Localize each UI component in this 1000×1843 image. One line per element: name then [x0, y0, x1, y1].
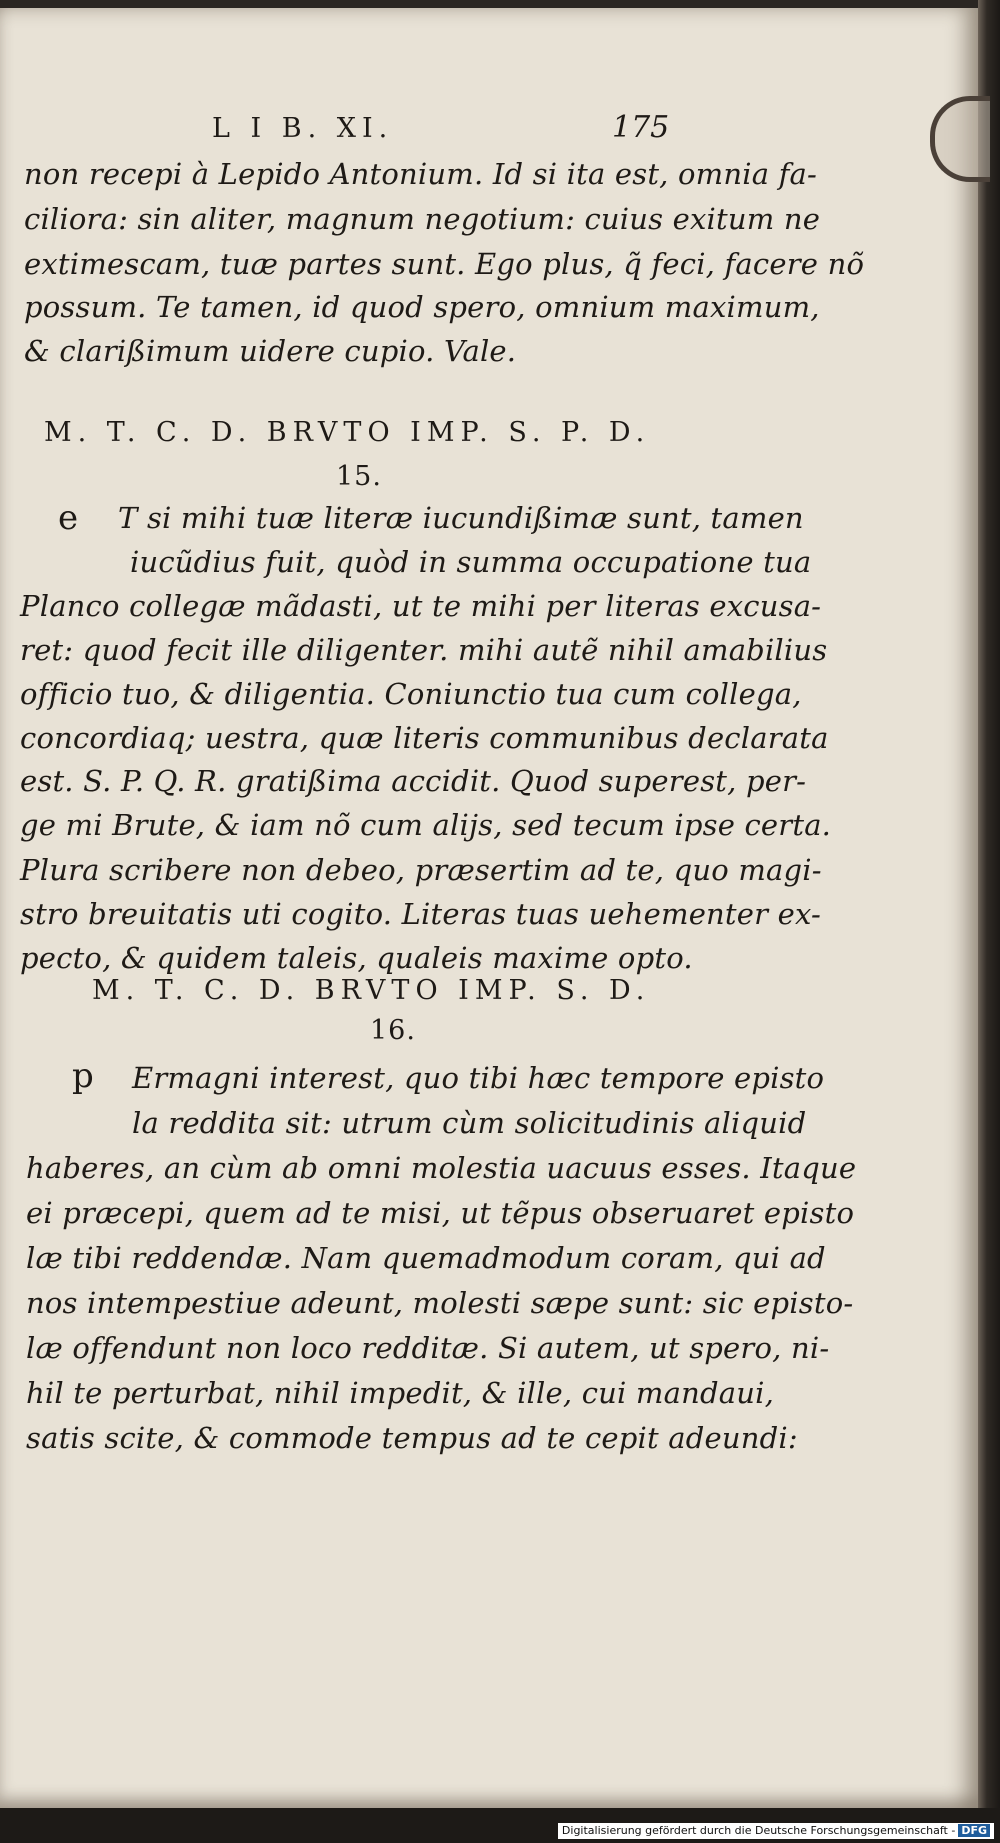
text-line: T si mihi tuæ literæ iucundißimæ sunt, tamen	[118, 501, 804, 535]
initial-letter: e	[58, 498, 79, 538]
text-line: iucũdius fuit, quòd in summa occupatione tua	[130, 545, 812, 579]
text-line: pecto, & quidem taleis, qualeis maxime opto.	[20, 941, 693, 975]
text-line: stro breuitatis uti cogito. Literas tuas uehementer ex-	[20, 897, 822, 931]
text-line: la reddita sit: utrum cùm solicitudinis aliquid	[132, 1106, 807, 1140]
text-line: Plura scribere non debeo, præsertim ad te, quo magi-	[20, 853, 822, 887]
text-line: & clarißimum uidere cupio. Vale.	[24, 334, 517, 368]
text-line: ret: quod fecit ille diligenter. mihi autẽ nihil amabilius	[20, 633, 828, 667]
text-line: possum. Te tamen, id quod spero, omnium maximum,	[24, 290, 820, 324]
text-line: hil te perturbat, nihil impedit, & ille, cui mandaui,	[26, 1376, 774, 1410]
letter-number: 16.	[370, 1015, 416, 1046]
letter-heading: M. T. C. D. BRVTO IMP. S. D.	[92, 975, 651, 1006]
text-line: concordiaq; uestra, quæ literis communibus declarata	[20, 721, 829, 755]
text-line: ei præcepi, quem ad te misi, ut tẽpus obseruaret episto	[26, 1196, 855, 1230]
text-line: ge mi Brute, & iam nõ cum alijs, sed tecum ipse certa.	[20, 808, 832, 842]
text-line: ciliora: sin aliter, magnum negotium: cuius exitum ne	[24, 202, 821, 236]
text-line: officio tuo, & diligentia. Coniunctio tua cum collega,	[20, 677, 802, 711]
letter-heading: M. T. C. D. BRVTO IMP. S. P. D.	[44, 417, 651, 448]
book-edge	[978, 0, 1000, 1820]
text-line: læ tibi reddendæ. Nam quemadmodum coram, qui ad	[26, 1241, 826, 1275]
text-line: non recepi à Lepido Antonium. Id si ita est, omnia fa-	[24, 157, 818, 191]
text-line: satis scite, & commode tempus ad te cepit adeundi:	[26, 1421, 798, 1455]
running-head: L I B. XI.	[212, 113, 394, 144]
text-line: haberes, an cùm ab omni molestia uacuus esses. Itaque	[26, 1151, 857, 1185]
book-page	[0, 8, 978, 1808]
folio-number: 175	[612, 110, 670, 145]
dfg-logo: DFG	[958, 1824, 990, 1837]
text-line: Ermagni interest, quo tibi hæc tempore episto	[132, 1061, 825, 1095]
text-line: extimescam, tuæ partes sunt. Ego plus, q̃ feci, facere nõ	[24, 247, 865, 281]
text-line: nos intempestiue adeunt, molesti sæpe sunt: sic episto-	[26, 1286, 854, 1320]
text-line: est. S. P. Q. R. gratißima accidit. Quod superest, per-	[20, 764, 807, 798]
letter-number: 15.	[336, 461, 382, 492]
initial-letter: p	[72, 1056, 94, 1096]
text-line: Planco collegæ mãdasti, ut te mihi per literas excusa-	[20, 589, 822, 623]
digitization-credit	[558, 1823, 994, 1839]
text-line: læ offendunt non loco redditæ. Si autem, ut spero, ni-	[26, 1331, 830, 1365]
credit-text: Digitalisierung gefördert durch die Deutsche Forschungsgemeinschaft -	[561, 1824, 956, 1837]
